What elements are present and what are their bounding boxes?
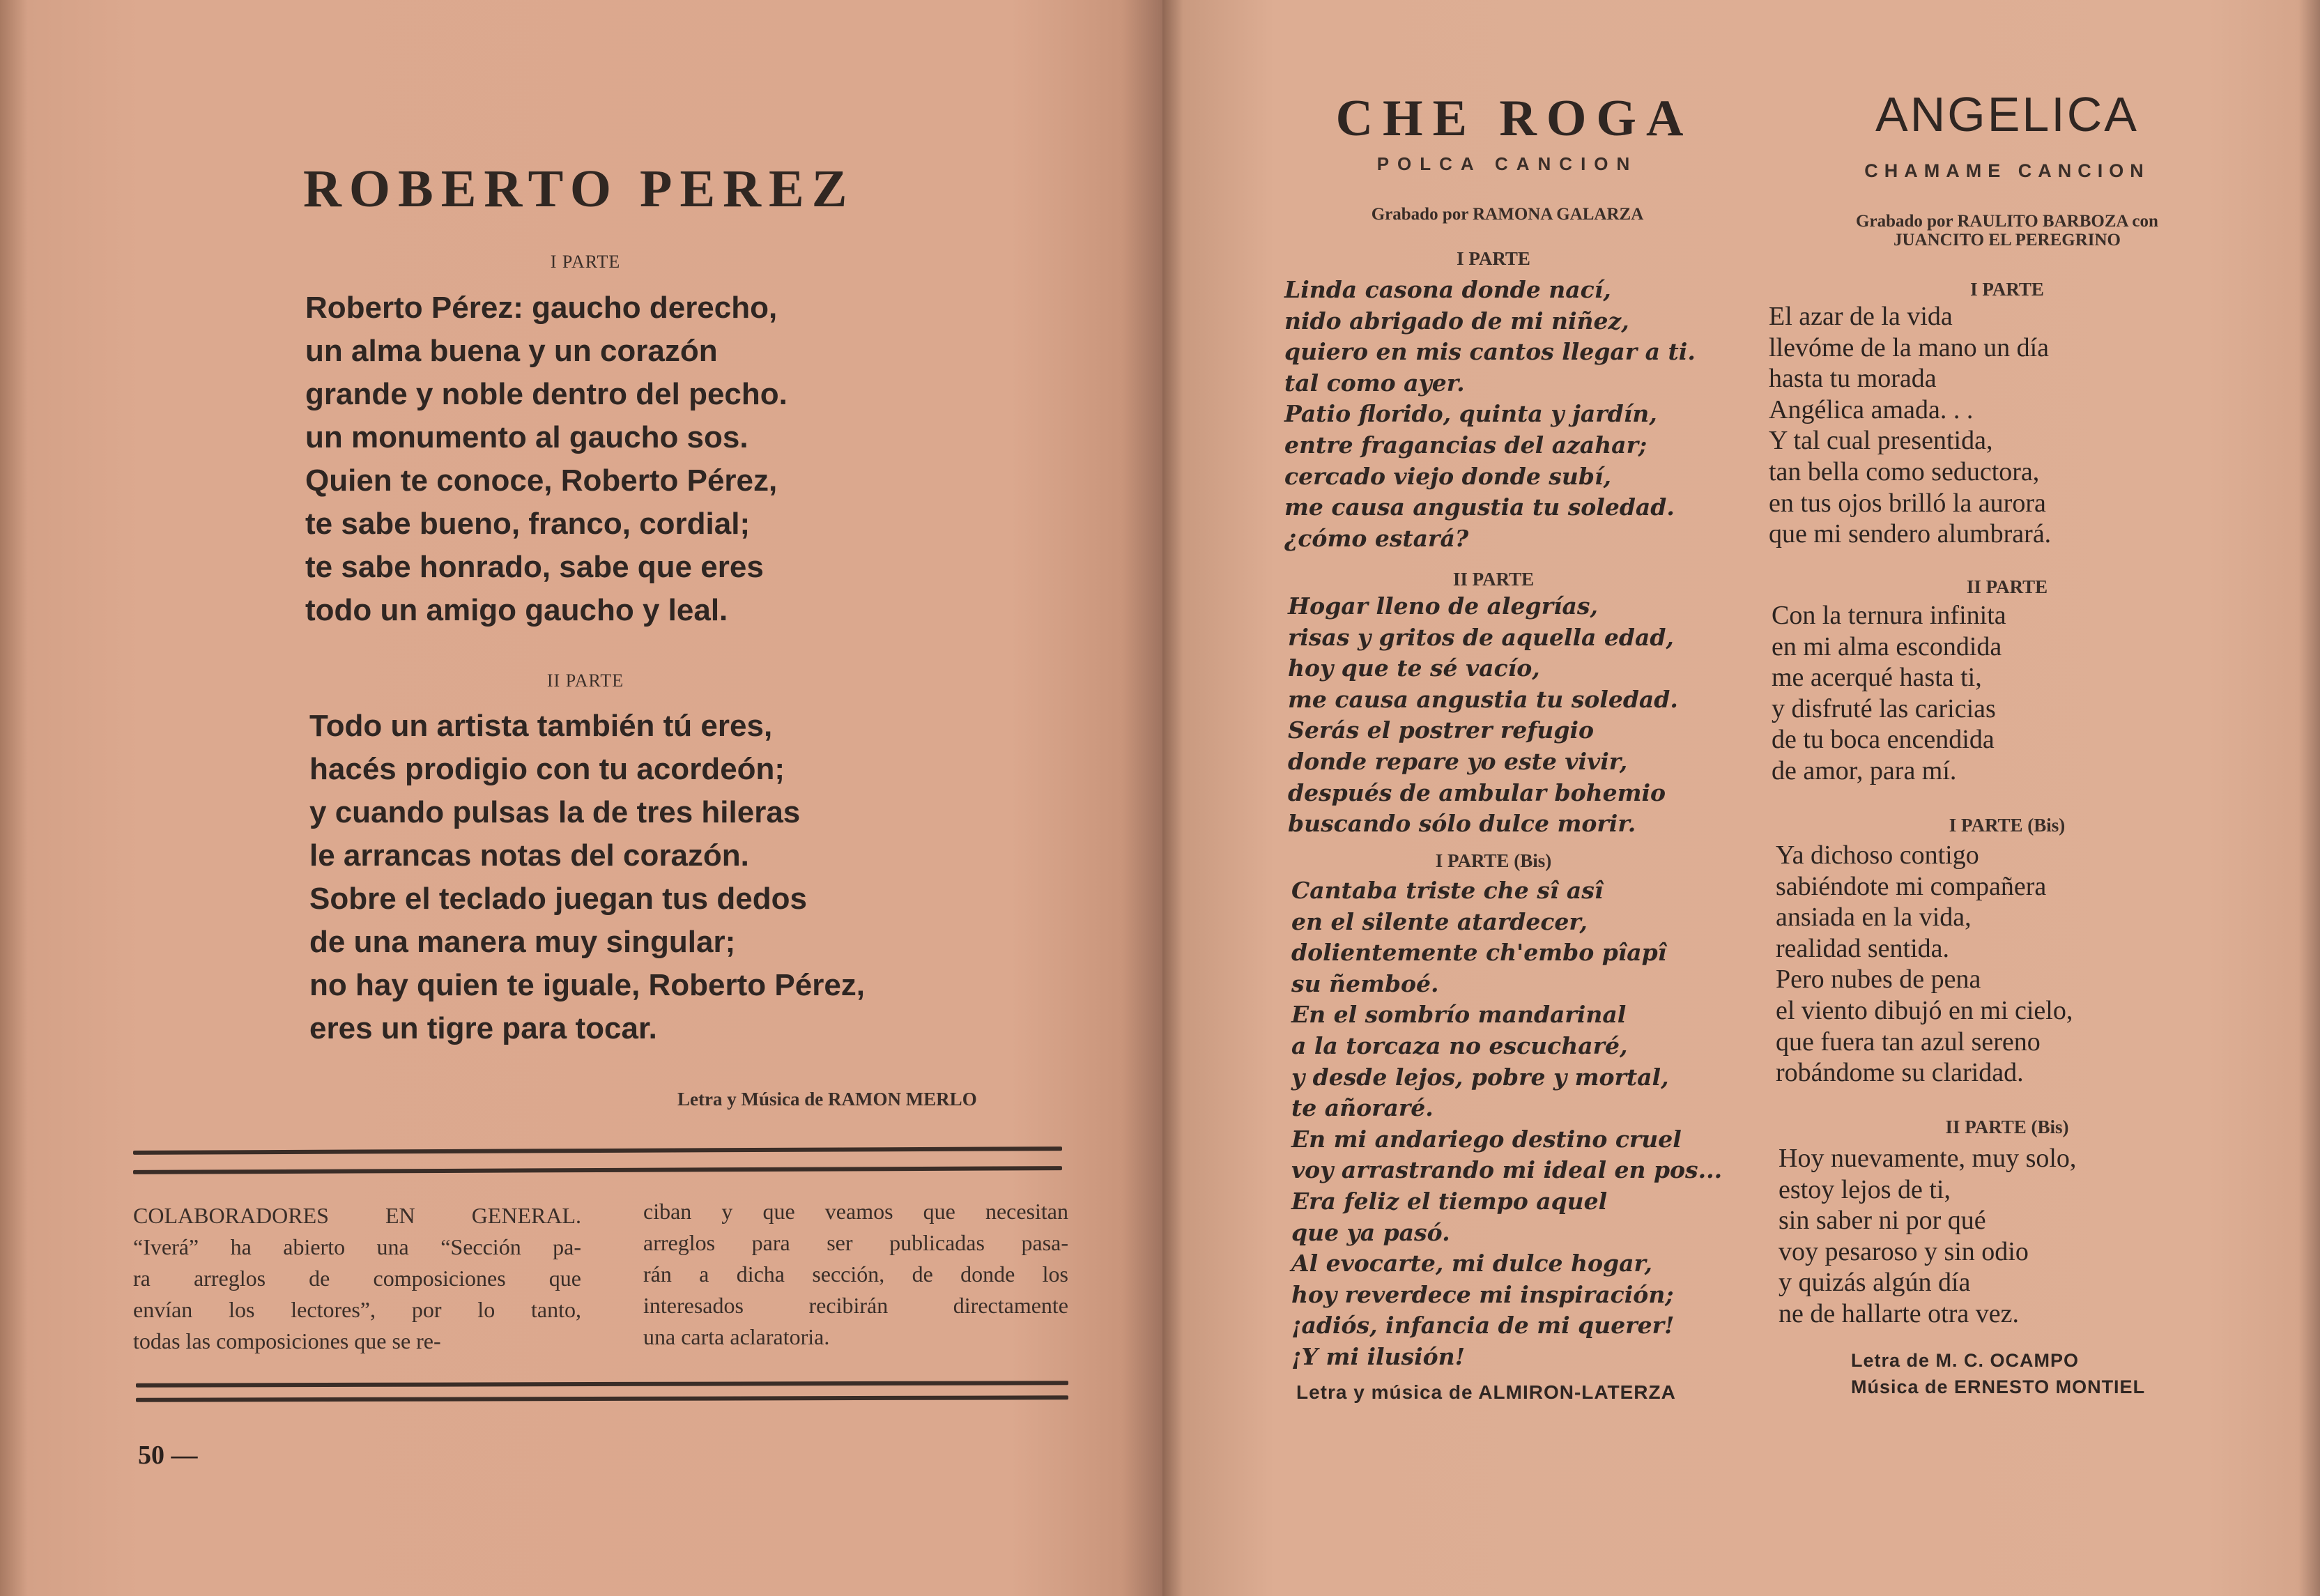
lyric-line: hoy que te sé vacío, <box>1288 654 1540 682</box>
lyric-line: En el sombrío mandarinal <box>1291 1001 1627 1029</box>
lyric-line: Con la ternura infinita <box>1772 601 2006 630</box>
lyric-line: Y tal cual presentida, <box>1769 426 1993 456</box>
lyric-line: le arrancas notas del corazón. <box>309 838 749 873</box>
lyric-line: Angélica amada. . . <box>1769 394 1974 424</box>
lyric-line: eres un tigre para tocar. <box>309 1011 657 1045</box>
lyric-line: cercado viejo donde subí, <box>1284 462 1611 490</box>
song-genre: POLCA CANCION <box>1376 153 1638 174</box>
lyrics-part-2 <box>1772 600 2006 787</box>
lyric-line: Patio florido, quinta y jardín, <box>1284 400 1657 428</box>
lyric-line: Sobre el teclado juegan tus dedos <box>309 882 807 916</box>
lyric-line: Cantaba triste che sî asî <box>1291 877 1604 904</box>
section-heading: I PARTE <box>1457 248 1530 269</box>
lyric-line: de amor, para mí. <box>1772 755 1957 785</box>
lyric-line: ¡Y mi ilusión! <box>1291 1342 1466 1370</box>
lyric-line: quiero en mis cantos llegar a ti. <box>1284 338 1696 366</box>
lyric-line: y quizás algún día <box>1779 1268 1971 1298</box>
lyric-line: su ñemboé. <box>1291 969 1439 997</box>
recorded-by-line: JUANCITO EL PEREGRINO <box>1893 231 2121 250</box>
lyric-line: En mi andariego destino cruel <box>1291 1125 1682 1153</box>
lyric-line: no hay quien te iguale, Roberto Pérez, <box>309 968 866 1002</box>
notice-line: rán a dicha sección, de donde los <box>643 1261 1068 1287</box>
recorded-by <box>1770 212 2244 250</box>
lyric-line: te sabe honrado, sabe que eres <box>305 550 764 584</box>
lyric-line: de una manera muy singular; <box>309 925 736 959</box>
lyric-line: hacés prodigio con tu acordeón; <box>309 752 785 786</box>
lyric-line: entre fragancias del azahar; <box>1284 431 1647 459</box>
lyric-line: robándome su claridad. <box>1776 1058 2024 1088</box>
lyrics-part-1-bis <box>1776 840 2073 1089</box>
music-credit: Música de ERNESTO MONTIEL <box>1851 1376 2146 1397</box>
lyric-line: risas y gritos de aquella edad, <box>1288 623 1674 651</box>
section-heading: I PARTE (Bis) <box>1435 850 1552 871</box>
lyric-line: un alma buena y un corazón <box>305 334 718 368</box>
lyric-line: sin saber ni por qué <box>1779 1206 1986 1236</box>
section-heading: II PARTE <box>1452 569 1535 590</box>
notice-line: COLABORADORES EN GENERAL. <box>133 1203 581 1228</box>
page-number: 50 — <box>138 1441 198 1470</box>
lyric-line: tan bella como seductora, <box>1769 456 2040 486</box>
lyrics-part-2-bis <box>1779 1143 2076 1330</box>
notice-line: arreglos para ser publicadas pasa- <box>643 1230 1068 1255</box>
lyric-line: voy pesaroso y sin odio <box>1779 1236 2029 1266</box>
song-title-angelica: ANGELICA <box>1875 87 2139 141</box>
lyric-line: sabiéndote mi compañera <box>1776 871 2047 901</box>
lyric-line: Al evocarte, mi dulce hogar, <box>1291 1250 1652 1277</box>
lyric-line: el viento dibujó en mi cielo, <box>1776 995 2073 1025</box>
lyric-line: hoy reverdece mi inspiración; <box>1291 1280 1674 1308</box>
lyrics-part-2 <box>1288 591 1678 840</box>
lyrics-part-1 <box>305 286 788 632</box>
lyric-line: realidad sentida. <box>1776 933 1950 963</box>
lyric-line: nido abrigado de mi niñez, <box>1284 307 1629 335</box>
notice-line: una carta aclaratoria. <box>643 1324 830 1349</box>
song-credit: Letra y música de ALMIRON-LATERZA <box>1296 1381 1676 1403</box>
lyric-line: que ya pasó. <box>1291 1218 1450 1246</box>
lyric-line: Ya dichoso contigo <box>1776 841 1979 870</box>
lyric-line: donde repare yo este vivir, <box>1288 747 1628 775</box>
lyric-line: ansiada en la vida, <box>1776 903 1972 933</box>
lyric-line: me causa angustia tu soledad. <box>1288 685 1678 713</box>
lyric-line: y desde lejos, pobre y mortal, <box>1291 1063 1669 1091</box>
notice-line: envían los lectores”, por lo tanto, <box>133 1297 581 1322</box>
lyric-line: tal como ayer. <box>1284 369 1465 397</box>
section-heading: II PARTE (Bis) <box>1945 1117 2069 1137</box>
section-heading: I PARTE <box>550 252 621 272</box>
section-heading: II PARTE <box>1966 576 2048 597</box>
notice-line: “Iverá” ha abierto una “Sección pa- <box>133 1234 581 1259</box>
lyric-line: en tus ojos brilló la aurora <box>1769 488 2046 518</box>
recorded-by-line: Grabado por RAULITO BARBOZA con <box>1856 212 2158 231</box>
lyric-line: que mi sendero alumbrará. <box>1769 519 2052 549</box>
lyric-line: estoy lejos de ti, <box>1779 1174 1951 1204</box>
song-title-roberto-perez: ROBERTO PEREZ <box>303 160 855 218</box>
lyric-line: dolientemente ch'embo pîapî <box>1291 939 1667 967</box>
lyric-line: Roberto Pérez: gaucho derecho, <box>305 291 778 325</box>
notice-line: interesados recibirán directamente <box>643 1293 1068 1318</box>
lyric-line: te sabe bueno, franco, cordial; <box>305 507 751 541</box>
lyric-line: ¡adiós, infancia de mi querer! <box>1291 1312 1675 1340</box>
lyric-line: ne de hallarte otra vez. <box>1779 1298 2019 1328</box>
song-genre: CHAMAME CANCION <box>1864 160 2150 181</box>
lyric-line: hasta tu morada <box>1769 364 1937 394</box>
lyric-line: de tu boca encendida <box>1772 725 1995 755</box>
lyric-line: grande y noble dentro del pecho. <box>305 377 788 411</box>
lyric-line: todo un amigo gaucho y leal. <box>305 593 728 627</box>
recorded-by: Grabado por RAMONA GALARZA <box>1371 205 1644 224</box>
lyric-line: Serás el postrer refugio <box>1288 716 1595 744</box>
lyric-line: a la torcaza no escucharé, <box>1291 1031 1628 1059</box>
lyric-line: te añoraré. <box>1291 1094 1434 1122</box>
lyric-line: Linda casona donde nací, <box>1284 276 1611 303</box>
notice-column-2 <box>643 1196 1068 1353</box>
lyric-line: ¿cómo estará? <box>1284 524 1469 552</box>
section-heading: II PARTE <box>546 670 624 691</box>
notice-line: ciban y que veamos que necesitan <box>643 1199 1068 1224</box>
lyric-line: después de ambular bohemio <box>1288 778 1666 806</box>
lyric-line: Todo un artista también tú eres, <box>309 709 773 743</box>
lyrics-part-1 <box>1769 301 2051 550</box>
lyric-line: Pero nubes de pena <box>1776 965 1981 995</box>
lyric-line: en el silente atardecer, <box>1291 907 1588 935</box>
section-heading: I PARTE <box>1970 279 2044 300</box>
lyric-line: buscando sólo dulce morir. <box>1288 810 1636 838</box>
lyric-line: y disfruté las caricias <box>1772 693 1996 723</box>
song-credit: Letra y Música de RAMON MERLO <box>677 1089 977 1110</box>
song-title-che-roga: CHE ROGA <box>1335 90 1693 147</box>
lyric-line: que fuera tan azul sereno <box>1776 1027 2041 1057</box>
lyrics-part-1 <box>1284 275 1696 554</box>
lyrics-credit: Letra de M. C. OCAMPO <box>1851 1350 2080 1371</box>
lyric-line: llevóme de la mano un día <box>1769 332 2050 362</box>
lyrics-part-1-bis <box>1291 875 1722 1373</box>
lyric-line: Quien te conoce, Roberto Pérez, <box>305 463 778 498</box>
lyric-line: Hogar lleno de alegrías, <box>1288 592 1599 620</box>
lyric-line: El azar de la vida <box>1769 302 1953 331</box>
section-heading: I PARTE (Bis) <box>1949 815 2066 836</box>
notice-column-1 <box>133 1200 581 1357</box>
notice-line: todas las composiciones que se re- <box>133 1328 441 1353</box>
lyric-line: y cuando pulsas la de tres hileras <box>309 795 801 829</box>
lyric-line: me causa angustia tu soledad. <box>1284 493 1675 521</box>
lyric-line: en mi alma escondida <box>1772 631 2002 661</box>
lyrics-part-2 <box>309 705 865 1050</box>
lyric-line: Era feliz el tiempo aquel <box>1291 1187 1608 1215</box>
lyric-line: un monumento al gaucho sos. <box>305 420 748 454</box>
notice-line: ra arreglos de composiciones que <box>133 1266 581 1291</box>
lyric-line: voy arrastrando mi ideal en pos... <box>1291 1156 1723 1184</box>
lyric-line: me acerqué hasta ti, <box>1772 663 1982 693</box>
lyric-line: Hoy nuevamente, muy solo, <box>1779 1144 2077 1173</box>
